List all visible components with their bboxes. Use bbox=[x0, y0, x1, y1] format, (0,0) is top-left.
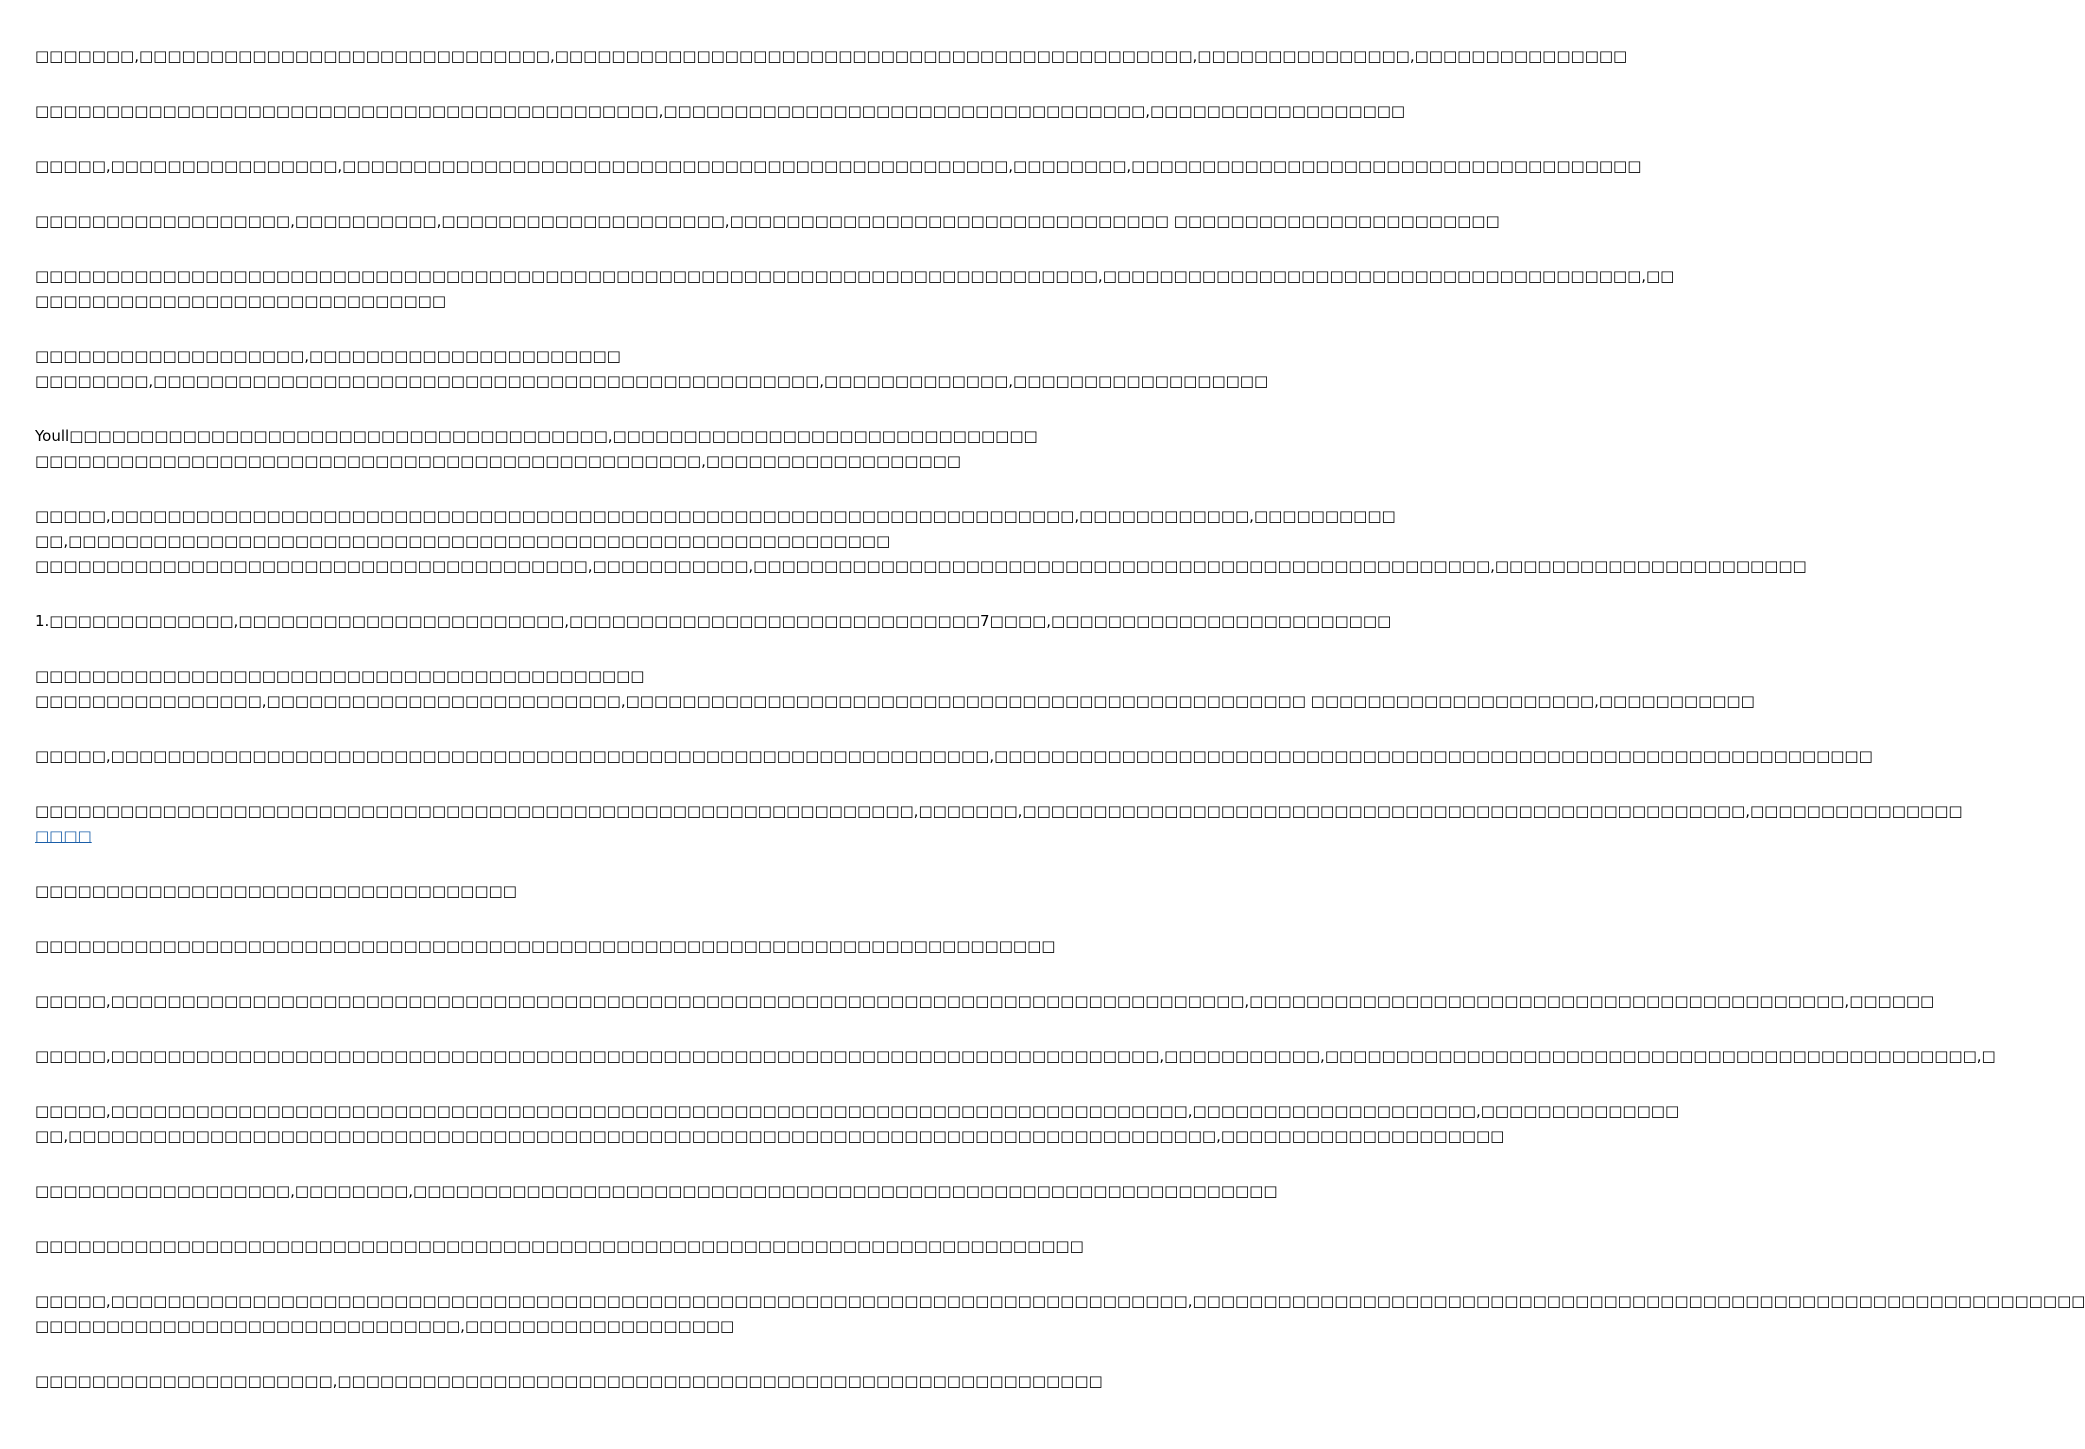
text-line: □□□□□,□□□□□□□□□□□□□□□□□□□□□□□□□□□□□□□□□□□□□□□□□□□□□□□□□□□□□□□□□□□□□□□□□□□□□□□□□□□□□□□□,□□□□□□□□□□□□□□□□□□□□□□□□□□□□□□□□□□□□□□□□□□,□□□□□□ bbox=[35, 992, 1935, 1010]
document-body bbox=[35, 44, 2085, 1424]
paragraph-3 bbox=[35, 154, 1642, 179]
text-line: □□□□□□□□,□□□□□□□□□□□□□□□□□□□□□□□□□□□□□□□□□□□□□□□□□□□□□□□,□□□□□□□□□□□□□,□□□□□□□□□□□□□□□□□□ bbox=[35, 372, 1269, 390]
paragraph-14 bbox=[35, 934, 1056, 959]
paragraph-18 bbox=[35, 1179, 1278, 1204]
text-line: □□□□□□□□□□□□□□□□□□□□□□□□□□□□□□□□□□□□□□□□□□□□,□□□□□□□□□□□□□□□□□□□□□□□□□□□□□□□□□□,□□□□□□□□□□□□□□□□□□ bbox=[35, 102, 1406, 120]
text-line: □□,□□□□□□□□□□□□□□□□□□□□□□□□□□□□□□□□□□□□□□□□□□□□□□□□□□□□□□□□□□□□□□□□□□□□□□□□□□□□□□□□□,□□□□□□□□□□□□□□□□□□□□ bbox=[35, 1127, 1505, 1145]
paragraph-1 bbox=[35, 44, 1628, 69]
paragraph-19 bbox=[35, 1234, 1084, 1259]
text-line: □□□□□□□□□□□□□□□□□□□□□□□□□□□□□ bbox=[35, 292, 446, 310]
text-line: □□□□□,□□□□□□□□□□□□□□□□□□□□□□□□□□□□□□□□□□□□□□□□□□□□□□□□□□□□□□□□□□□□□□□□□□□□□□□□□□□□,□□□□□□□□□□□□□□□□□□□□□□□□□□□□□□□□□□□□□□□□□□□□□□□□□□□□□□□□□□□□□□□ bbox=[35, 1292, 2085, 1310]
paragraph-7 bbox=[35, 424, 1038, 474]
text-line: □□□□□,□□□□□□□□□□□□□□□□□□□□□□□□□□□□□□□□□□□□□□□□□□□□□□□□□□□□□□□□□□□□□□□□□□□□□□□□□□□□,□□□□□□□□□□□□□□□□□□□□,□□□□□□□□□□□□□□ bbox=[35, 1102, 1680, 1120]
text-line: □□□□□□□□□□□□□□□□□□□□□□□□□□□□□□,□□□□□□□□□□□□□□□□□□□ bbox=[35, 1317, 735, 1335]
text-line: □□□□□□□□□□□□□□□□□□□,□□□□□□□□□□□□□□□□□□□□□□ bbox=[35, 347, 621, 365]
text-line: □□□□□□□□□□□□□□□□,□□□□□□□□□□□□□□□□□□□□□□□□□,□□□□□□□□□□□□□□□□□□□□□□□□□□□□□□□□□□□□□□□□□□□□□□□□ □□□□□□□□□□□□□□□□□□□□,□□□□□□□□□□□ bbox=[35, 692, 1755, 710]
paragraph-20 bbox=[35, 1289, 2085, 1339]
text-line: □□□□□,□□□□□□□□□□□□□□□□,□□□□□□□□□□□□□□□□□□□□□□□□□□□□□□□□□□□□□□□□□□□□□□□,□□□□□□□□,□□□□□□□□□□□□□□□□□□□□□□□□□□□□□□□□□□□□ bbox=[35, 157, 1642, 175]
text-line: □□□□□□□,□□□□□□□□□□□□□□□□□□□□□□□□□□□□□,□□□□□□□□□□□□□□□□□□□□□□□□□□□□□□□□□□□□□□□□□□□□□,□□□□□□□□□□□□□□□,□□□□□□□□□□□□□□□ bbox=[35, 47, 1628, 65]
paragraph-12 bbox=[35, 799, 1963, 849]
text-line: □□□□□□□□□□□□□□□□□□,□□□□□□□□□□,□□□□□□□□□□□□□□□□□□□□,□□□□□□□□□□□□□□□□□□□□□□□□□□□□□□□ □□□□□□□□□□□□□□□□□□□□□□□ bbox=[35, 212, 1500, 230]
paragraph-11 bbox=[35, 744, 1873, 769]
paragraph-10 bbox=[35, 664, 1755, 714]
text-line: □□□□□□□□□□□□□□□□□□,□□□□□□□□,□□□□□□□□□□□□□□□□□□□□□□□□□□□□□□□□□□□□□□□□□□□□□□□□□□□□□□□□□□□□□ bbox=[35, 1182, 1278, 1200]
text-line: □□□□□□□□□□□□□□□□□□□□□□□□□□□□□□□□□□□□□□□□□□□ bbox=[35, 667, 645, 685]
text-line: □□□□□□□□□□□□□□□□□□□□□□□□□□□□□□□□□□□□□□□□□□□□□□□□□□□□□□□□□□□□□□□□□□□□□□□□□□ bbox=[35, 1237, 1084, 1255]
text-line bbox=[35, 824, 990, 849]
paragraph-15 bbox=[35, 989, 1935, 1014]
text-line: □□□□□,□□□□□□□□□□□□□□□□□□□□□□□□□□□□□□□□□□□□□□□□□□□□□□□□□□□□□□□□□□□□□□,□□□□□□□□□□□□□□□□□□□□□□□□□□□□□□□□□□□□□□□□□□□□□□□□□□□□□□□□□□□□□□ bbox=[35, 747, 1873, 765]
text-line: □□□□□□□□□□□□□□□□□□□□□□□□□□□□□□□□□□□□□□□□□□□□□□□,□□□□□□□□□□□□□□□□□□ bbox=[35, 452, 961, 470]
text-line: □□□□□□□□□□□□□□□□□□□□□,□□□□□□□□□□□□□□□□□□□□□□□□□□□□□□□□□□□□□□□□□□□□□□□□□□□□□□ bbox=[35, 1372, 1103, 1390]
paragraph-8 bbox=[35, 504, 1807, 579]
text-line: □□□□□□□□□□□□□□□□□□□□□□□□□□□□□□□□□□□□□□□□□□□□□□□□□□□□□□□□□□□□□□□□□□□□□□□□ bbox=[35, 937, 1056, 955]
text-line: 1.□□□□□□□□□□□□□,□□□□□□□□□□□□□□□□□□□□□□□,□□□□□□□□□□□□□□□□□□□□□□□□□□□□□7□□□□,□□□□□□□□□□□□□□□□□□□□□□□□ bbox=[35, 612, 1392, 630]
text-line: □□□□□,□□□□□□□□□□□□□□□□□□□□□□□□□□□□□□□□□□□□□□□□□□□□□□□□□□□□□□□□□□□□□□□□□□□□,□□□□□□□□□□□□,□□□□□□□□□□ bbox=[35, 507, 1396, 525]
paragraph-21 bbox=[35, 1369, 1103, 1394]
paragraph-13 bbox=[35, 879, 990, 904]
paragraph-4 bbox=[35, 209, 1500, 234]
inline-link[interactable]: □□□□ bbox=[35, 827, 92, 845]
text-line: □□□□□□□□□□□□□□□□□□□□□□□□□□□□□□□□□□□□□□□□□□□□□□□□□□□□□□□□□□□□□□□□□□□□□□□□□□□,□□□□□□□□□□□□□□□□□□□□□□□□□□□□□□□□□□□□□□,□□ bbox=[35, 267, 1675, 285]
paragraph-9 bbox=[35, 609, 1392, 634]
text-line: □□,□□□□□□□□□□□□□□□□□□□□□□□□□□□□□□□□□□□□□□□□□□□□□□□□□□□□□□□□□□ bbox=[35, 532, 891, 550]
paragraph-2 bbox=[35, 99, 1406, 124]
paragraph-6 bbox=[35, 344, 1269, 394]
paragraph-16 bbox=[35, 1044, 1996, 1069]
paragraph-17 bbox=[35, 1099, 1680, 1149]
text-line: □□□□□□□□□□□□□□□□□□□□□□□□□□□□□□□□□□□□□□□,□□□□□□□□□□□,□□□□□□□□□□□□□□□□□□□□□□□□□□□□□□□□□□□□□□□□□□□□□□□□□□□□,□□□□□□□□□□□□□□□□□□□□□□ bbox=[35, 557, 1807, 575]
text-line: Youll□□□□□□□□□□□□□□□□□□□□□□□□□□□□□□□□□□□□□□,□□□□□□□□□□□□□□□□□□□□□□□□□□□□□□ bbox=[35, 427, 1038, 445]
text-line: □□□□□□□□□□□□□□□□□□□□□□□□□□□□□□□□□□□□□□□□□□□□□□□□□□□□□□□□□□□□□□,□□□□□□□,□□□□□□□□□□□□□□□□□□□□□□□□□□□□□□□□□□□□□□□□□□□□□□□□□□□,□□□□□□□□□□□□□□□ bbox=[35, 802, 1963, 820]
paragraph-5 bbox=[35, 264, 1675, 314]
text-line: □□□□□□□□□□□□□□□□□□□□□□□□□□□□□□□□□□ bbox=[35, 882, 517, 900]
text-line: □□□□□,□□□□□□□□□□□□□□□□□□□□□□□□□□□□□□□□□□□□□□□□□□□□□□□□□□□□□□□□□□□□□□□□□□□□□□□□□□,□□□□□□□□□□□,□□□□□□□□□□□□□□□□□□□□□□□□□□□□□□□□□□□□□□□□□□□□□□,□ bbox=[35, 1047, 1996, 1065]
